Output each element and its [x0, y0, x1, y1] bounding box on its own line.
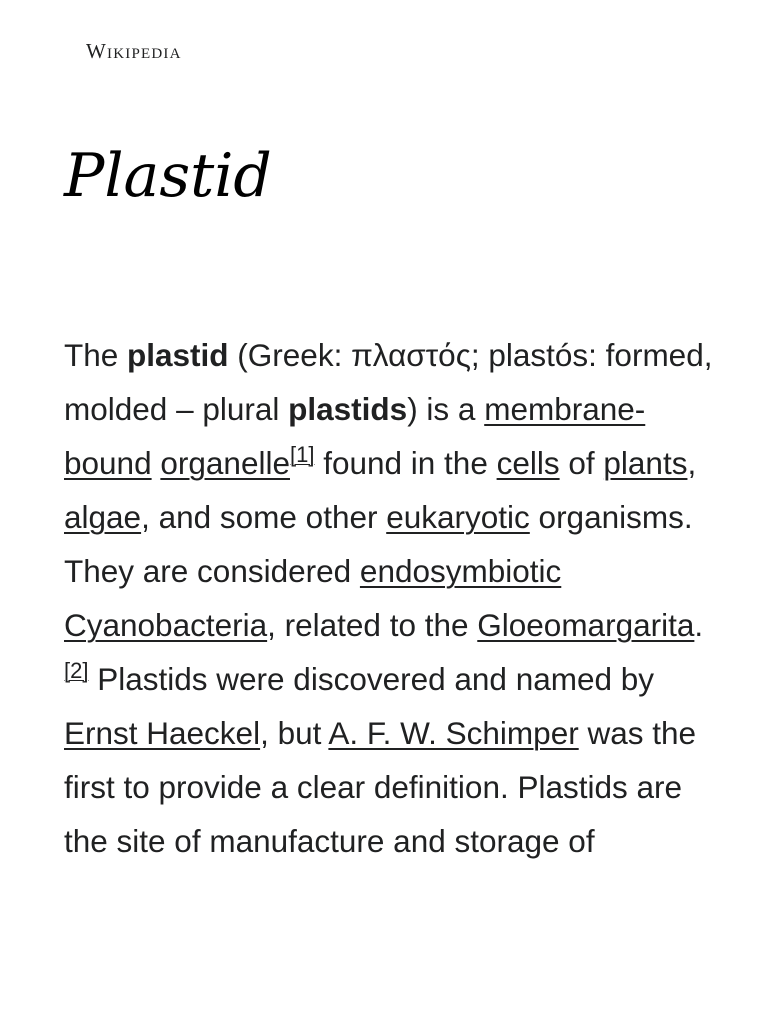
link-schimper[interactable]: A. F. W. Schimper: [328, 715, 579, 751]
citation-2: [64, 658, 88, 683]
link-gloeomargarita[interactable]: Gloeomargarita: [477, 607, 695, 643]
lead-text: .: [694, 607, 704, 643]
lead-paragraph: [64, 328, 716, 868]
lead-text: was the first to provide a clear definition. Plastids are the site of manufacture and storage of: [64, 715, 697, 859]
bold-term-plastids: plastids: [288, 391, 408, 427]
link-algae[interactable]: algae: [64, 499, 142, 535]
lead-text: ) is a: [407, 391, 485, 427]
link-membrane-bound[interactable]: membrane-bound: [64, 391, 646, 481]
lead-text: The: [64, 337, 128, 373]
bold-term-plastid: plastid: [127, 337, 229, 373]
wikipedia-wordmark[interactable]: Wikipedia: [86, 39, 182, 63]
citation-link-2[interactable]: [2]: [64, 658, 89, 683]
link-endosymbiotic[interactable]: endosymbiotic: [359, 553, 562, 589]
lead-text: , related to the: [267, 607, 478, 643]
lead-text: ,: [687, 445, 697, 481]
link-organelle[interactable]: organelle: [160, 445, 290, 481]
link-plants[interactable]: plants: [603, 445, 688, 481]
link-cells[interactable]: cells: [496, 445, 560, 481]
link-ernst-haeckel[interactable]: Ernst Haeckel: [64, 715, 261, 751]
citation-link-1[interactable]: [1]: [289, 442, 315, 467]
lead-text: organisms. They are considered: [64, 499, 693, 589]
link-eukaryotic[interactable]: eukaryotic: [386, 499, 530, 535]
lead-text: , and some other: [141, 499, 387, 535]
page-title: Plastid: [64, 141, 272, 211]
lead-text: found in the: [314, 445, 497, 481]
citation-1: [290, 442, 314, 467]
lead-text: Plastids were discovered and named by: [88, 661, 655, 697]
lead-text: , but: [260, 715, 329, 751]
lead-text: (Greek: πλαστός; plastós: formed, molded – plural: [64, 337, 713, 427]
link-cyanobacteria[interactable]: Cyanobacteria: [64, 607, 268, 643]
lead-text: of: [559, 445, 604, 481]
